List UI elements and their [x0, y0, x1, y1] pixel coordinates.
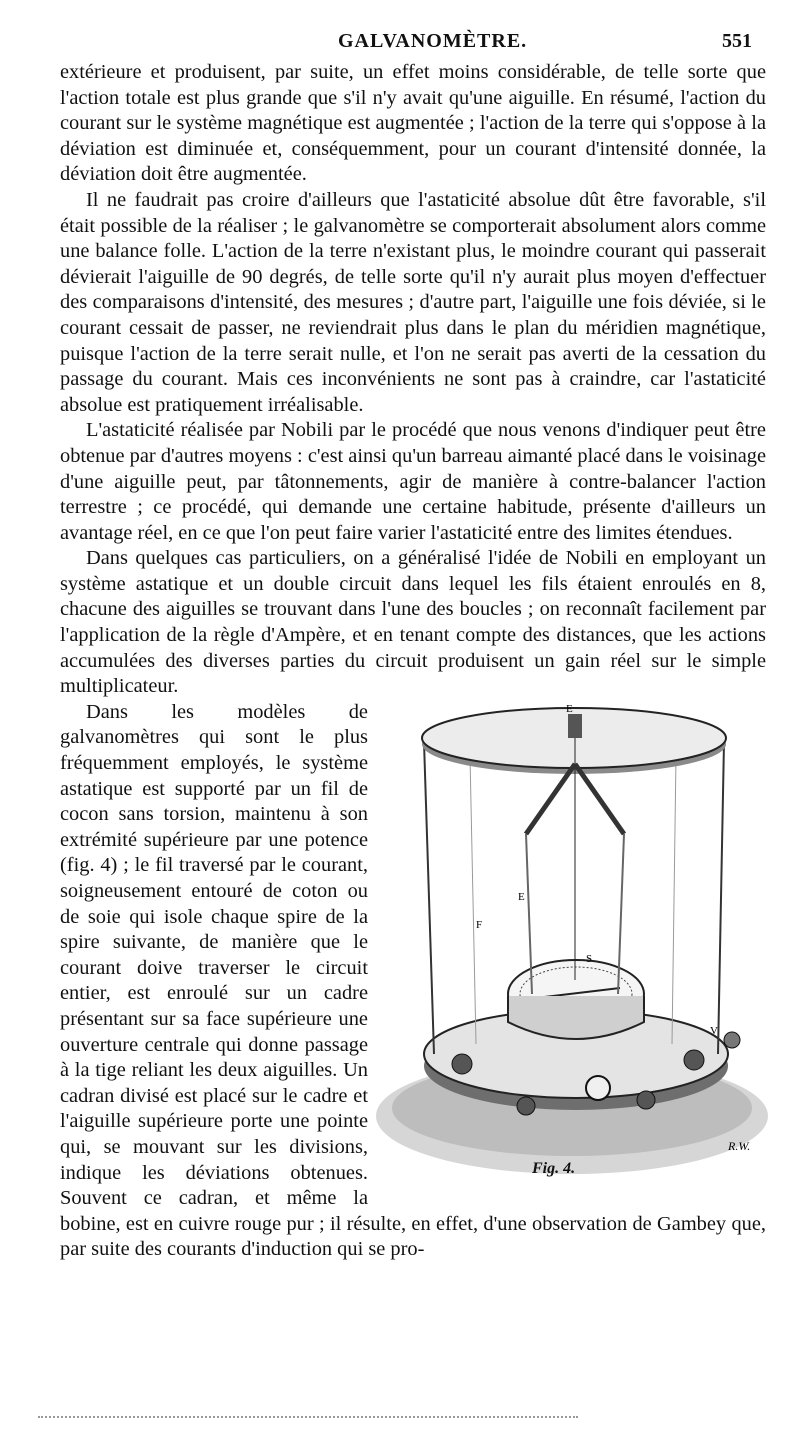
page-header [0, 30, 800, 60]
paragraph-modeles: Dans les modèles de galvanomètres qui sont le plus fréquemment employés, le système astatique est supporté par un fil de cocon sans torsion, maintenu à son extrémité supérieure par une potence (fig. 4) ; le fil traversé par le courant, soigneusement entouré de coton ou de soie qui isole chaque spire de la spire suivante, de manière que le courant doive traverser le circuit entier, est enroulé sur un cadre présentant sur sa face supérieure une ouverture centrale qui donne passage à la tige reliant les deux aiguilles. Un cadran divisé est placé sur le cadre et l'aiguille supérieure porte une pointe qui, se mouvant sur les divisions, indique les déviations obtenues. Souvent ce cadran, et même la bobine, est en cuivre rouge pur ; il résulte, en effet, d'une observation de Gambey que, par suite des courants d'induction qui se pro- [60, 700, 766, 1261]
paragraph-continuation: extérieure et produisent, par suite, un effet moins considérable, de telle sorte que l'action totale est plus grande que s'il n'y avait qu'une aiguille. En résumé, l'action du courant sur le système magnétique est augmentée ; l'action de la terre qui s'oppose à la déviation est diminuée et, conséquemment, pour un courant d'intensité donnée, la déviation doit être augmentée. [60, 61, 766, 186]
page-number: 551 [722, 30, 752, 52]
figure-letter: E [566, 703, 573, 715]
figure-letter: E [518, 890, 525, 903]
running-title: GALVANOMÈTRE. [338, 30, 528, 52]
engraver-signature: R.W. [728, 1138, 751, 1153]
figure-caption: Fig. 4. [532, 1159, 576, 1177]
figure-letter: S [586, 952, 593, 965]
figure-letter: F [476, 918, 483, 931]
paragraph-double-circuit: Dans quelques cas particuliers, on a généralisé l'idée de Nobili en employant un système astatique et un double circuit dans lequel les fils étaient enroulés en 8, chacune des aiguilles se trouvant dans l'une des boucles ; on reconnaît facilement par l'application de la règle d'Ampère, et en tenant compte des distances, que les actions accumulées des diverses parties du circuit produisent un gain réel sur le simple multiplicateur. [60, 547, 766, 698]
galvanometer-engraving [376, 704, 784, 1204]
galvanometer-figure [376, 704, 784, 1204]
footer-rule [38, 1416, 578, 1418]
paragraph-astaticite-absolue: Il ne faudrait pas croire d'ailleurs que l'astaticité absolue dût être favorable, s'il était possible de la réaliser ; le galvanomètre se comporterait absolument alors comme une balance folle. L'action de la terre n'existant plus, le moindre courant qui passerait dévierait l'aiguille de 90 degrés, de telle sorte qu'il n'y aurait plus moyen d'effectuer des comparaisons d'intensité, des mesures ; d'autre part, l'aiguille une fois déviée, si le courant cessait de passer, ne reviendrait plus dans le plan du méridien magnétique, puisque l'action de la terre serait nulle, et l'on ne serait pas averti de la cessation du passage du courant. Mais ces inconvénients ne sont pas à craindre, car l'astaticité absolue est pratiquement irréalisable. [60, 188, 766, 416]
paragraph-nobili: L'astaticité réalisée par Nobili par le procédé que nous venons d'indiquer peut être obtenue par d'autres moyens : c'est ainsi qu'un barreau aimanté placé dans le voisinage d'une aiguille peut, par tâtonnements, agir de manière à contre-balancer l'action terrestre ; ce procédé, qui demande une certaine habitude, présente d'ailleurs un avantage réel, en ce que l'on peut faire varier l'astaticité entre des limites étendues. [60, 419, 766, 544]
body-text [60, 60, 766, 1263]
figure-letter: V [710, 1024, 718, 1037]
